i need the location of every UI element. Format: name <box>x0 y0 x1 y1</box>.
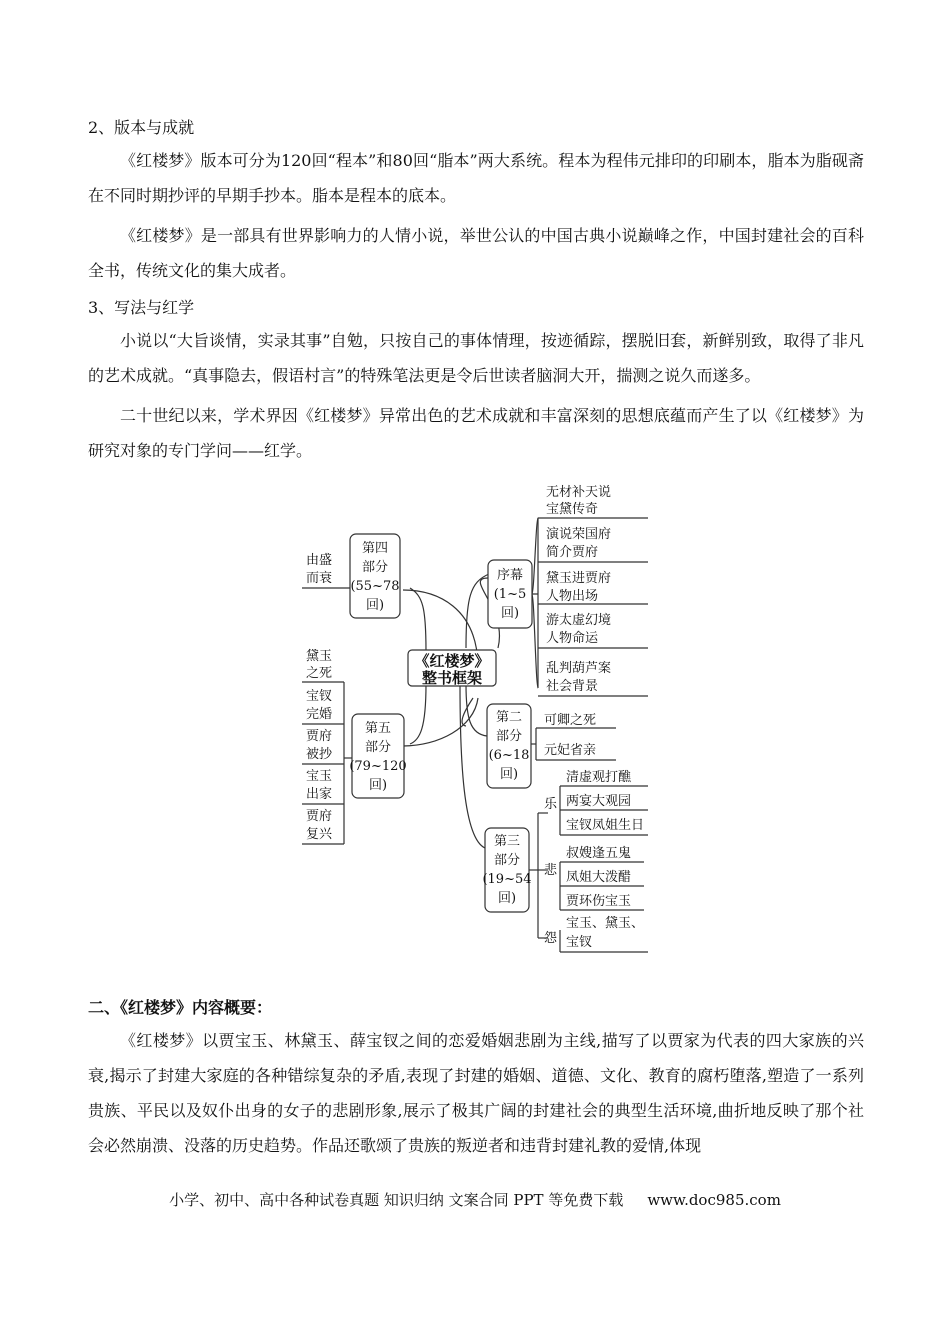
part1-item-1-line-2: 宝黛传奇 <box>546 502 599 517</box>
part3-group-1-name: 乐 <box>544 797 558 812</box>
part4-label-1: 第四 <box>361 541 389 556</box>
part1-item-5-line-2: 社会背景 <box>546 679 599 694</box>
part3-group-3-item-2: 宝钗 <box>566 935 593 950</box>
section-2-para-2: 《红楼梦》是一部具有世界影响力的人情小说，举世公认的中国古典小说巅峰之作，中国封建社会的百科全书，传统文化的集大成者。 <box>88 226 864 280</box>
part1-item-1-line-1: 无材补天说 <box>546 485 612 500</box>
part1-label-2: (1~5 <box>493 587 527 602</box>
part3-group-3-name: 怨 <box>544 931 558 946</box>
part5-label-4: 回) <box>368 778 388 793</box>
part2-label-2: 部分 <box>495 729 523 744</box>
part3-label-1: 第三 <box>493 834 521 849</box>
part3-label-2: 部分 <box>493 853 521 868</box>
footer-text: 小学、初中、高中各种试卷真题 知识归纳 文案合同 PPT 等免费下载 <box>169 1191 624 1209</box>
part2-item-2: 元妃省亲 <box>544 743 597 758</box>
part5-label-2: 部分 <box>364 740 392 755</box>
part2-label-1: 第二 <box>495 710 523 725</box>
part3-group-2-item-2: 凤姐大泼醋 <box>566 870 632 885</box>
part5-item-4-line-1: 宝玉 <box>306 769 333 784</box>
part3-label-3: (19~54 <box>482 872 532 887</box>
part1-item-2-line-2: 简介贾府 <box>546 545 599 560</box>
part5-item-2-line-2: 完婚 <box>306 707 333 722</box>
part5-item-1-line-2: 之死 <box>306 666 333 681</box>
part4-label-3: (55~78 <box>350 579 400 594</box>
part1-item-2-line-1: 演说荣国府 <box>546 527 612 542</box>
part3-label-4: 回) <box>497 891 517 906</box>
section-3-para-2: 二十世纪以来，学术界因《红楼梦》异常出色的艺术成就和丰富深刻的思想底蕴而产生了以《红楼梦》为研究对象的专门学问——红学。 <box>88 406 864 460</box>
part4-label-2: 部分 <box>361 560 389 575</box>
part1-label-1: 序幕 <box>496 568 524 583</box>
part1-label-3: 回) <box>500 606 520 621</box>
section-2-para-1: 《红楼梦》版本可分为120回“程本”和80回“脂本”两大系统。程本为程伟元排印的印刷本，脂本为脂砚斋在不同时期抄评的早期手抄本。脂本是程本的底本。 <box>88 151 864 205</box>
part5-item-5-line-2: 复兴 <box>306 827 333 842</box>
part4-item-line-2: 而衰 <box>306 571 333 586</box>
part5-label-3: (79~120 <box>349 759 407 774</box>
summary-title: 二、《红楼梦》内容概要： <box>88 998 273 1017</box>
part2-label-3: (6~18 <box>488 748 530 763</box>
section-3-title: 3、写法与红学 <box>88 298 195 317</box>
part3-group-2-item-1: 叔嫂逢五鬼 <box>566 846 632 861</box>
summary-para: 《红楼梦》以贾宝玉、林黛玉、薛宝钗之间的恋爱婚姻悲剧为主线,描写了以贾家为代表的四大家族的兴衰,揭示了封建大家庭的各种错综复杂的矛盾,表现了封建的婚姻、道德、文化、教育的腐朽堕落,塑造了一系列贵族、平民以及奴仆出身的女子的悲剧形象,展示了极其广阔的封建社会的典型生活环境,曲折地反映了那个社会必然崩溃、没落的历史趋势。作品还歌颂了贵族的叛逆者和违背封建礼教的爱情,体现 <box>88 1031 864 1155</box>
part3-group-1-item-1: 清虚观打醮 <box>566 770 632 785</box>
center-line-2: 整书框架 <box>421 669 483 687</box>
part5-label-1: 第五 <box>364 721 392 736</box>
part5-item-1-line-1: 黛玉 <box>306 649 333 664</box>
part2-label-4: 回) <box>499 767 519 782</box>
part3-group-1-item-2: 两宴大观园 <box>566 794 632 809</box>
part1-item-3-line-1: 黛玉进贾府 <box>546 571 612 586</box>
page-footer <box>0 1188 950 1212</box>
part1-item-4-line-2: 人物命运 <box>546 631 599 646</box>
part1-item-5-line-1: 乱判葫芦案 <box>546 661 612 676</box>
part3-group-2-item-3: 贾环伤宝玉 <box>566 894 632 909</box>
center-line-1: 《红楼梦》 <box>414 652 490 670</box>
section-3-para-1: 小说以“大旨谈情，实录其事”自勉，只按自己的事体情理，按迹循踪，摆脱旧套，新鲜别致，取得了非凡的艺术成就。“真事隐去，假语村言”的特殊笔法更是令后世读者脑洞大开，揣测之说久而遂多。 <box>88 331 864 385</box>
part2-item-1: 可卿之死 <box>544 713 597 728</box>
part4-label-4: 回) <box>365 598 385 613</box>
part5-item-4-line-2: 出家 <box>306 787 333 802</box>
structure-mindmap <box>298 478 658 958</box>
part5-item-3-line-2: 被抄 <box>306 747 333 762</box>
part3-group-3-item-1: 宝玉、黛玉、 <box>566 916 645 931</box>
footer-url[interactable]: www.doc985.com <box>647 1191 781 1209</box>
part1-item-4-line-1: 游太虚幻境 <box>546 613 612 628</box>
part3-group-1-item-3: 宝钗凤姐生日 <box>566 818 645 833</box>
part5-item-5-line-1: 贾府 <box>306 809 333 824</box>
part1-item-3-line-2: 人物出场 <box>546 589 599 604</box>
part4-item-line-1: 由盛 <box>306 553 333 568</box>
part5-item-3-line-1: 贾府 <box>306 729 333 744</box>
part5-item-2-line-1: 宝钗 <box>306 689 333 704</box>
part3-group-2-name: 悲 <box>544 863 558 878</box>
section-2-title: 2、版本与成就 <box>88 118 195 137</box>
